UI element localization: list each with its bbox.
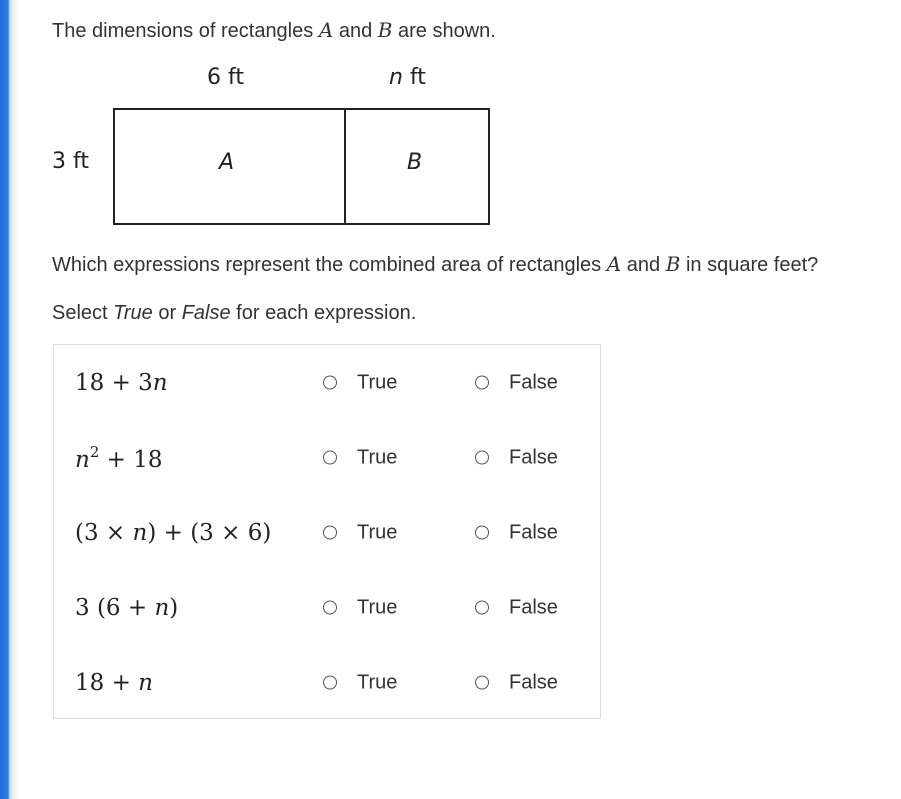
true-option[interactable]: [323, 371, 397, 394]
expr-var: n: [154, 594, 170, 621]
radio-circle-icon[interactable]: [475, 676, 489, 690]
table-row: [54, 645, 602, 720]
expression: [75, 520, 271, 546]
expression: [75, 370, 168, 396]
true-label: True: [357, 596, 398, 618]
dim-label-6ft: 6 ft: [207, 65, 244, 90]
radio-circle-icon[interactable]: [323, 676, 337, 690]
radio-circle-icon[interactable]: [475, 376, 489, 390]
intro-prefix: The dimensions of rectangles: [52, 20, 319, 42]
instructions-false-word: False: [181, 302, 231, 324]
dim-label-nft: [389, 65, 426, 90]
left-accent-bar: [0, 0, 20, 799]
instructions-suffix: for each expression.: [230, 302, 417, 324]
radio-circle-icon[interactable]: [475, 451, 489, 465]
question-text: [52, 252, 818, 277]
intro-mid: and: [333, 20, 378, 42]
question-var-a: A: [606, 252, 622, 276]
false-option[interactable]: [475, 596, 558, 619]
expr-part: (3 ×: [75, 519, 133, 546]
expression: [75, 443, 163, 473]
expr-part: ) + (3 × 6): [147, 519, 272, 546]
instructions-prefix: Select: [52, 302, 114, 324]
radio-circle-icon[interactable]: [323, 376, 337, 390]
expr-var: n: [132, 519, 148, 546]
instructions-mid: or: [152, 302, 182, 324]
expr-var: n: [152, 369, 168, 396]
instructions-true-word: True: [113, 302, 153, 324]
intro-var-b: B: [377, 18, 393, 42]
expr-part: 18 +: [75, 669, 139, 696]
expr-var: n: [138, 669, 153, 696]
true-label: True: [357, 671, 398, 693]
rectangle-a-label: A: [219, 150, 235, 175]
radio-circle-icon[interactable]: [323, 526, 337, 540]
expr-part: 3 (6 +: [75, 594, 155, 621]
false-label: False: [509, 596, 558, 618]
dim-label-3ft: 3 ft: [52, 149, 89, 174]
false-label: False: [509, 521, 558, 543]
expr-part: + 18: [99, 446, 163, 473]
question-prefix: Which expressions represent the combined area of rectangles: [52, 254, 607, 276]
true-option[interactable]: [323, 446, 397, 469]
true-label: True: [357, 521, 398, 543]
false-option[interactable]: [475, 521, 558, 544]
dim-label-unit: ft: [402, 65, 426, 90]
false-option[interactable]: [475, 446, 558, 469]
true-label: True: [357, 446, 398, 468]
question-var-b: B: [665, 252, 681, 276]
radio-circle-icon[interactable]: [323, 451, 337, 465]
table-row: [54, 345, 602, 420]
expression: [75, 670, 153, 696]
radio-circle-icon[interactable]: [475, 601, 489, 615]
dim-label-n: n: [389, 65, 403, 90]
table-row: [54, 495, 602, 570]
table-row: [54, 420, 602, 495]
true-label: True: [357, 371, 398, 393]
radio-circle-icon[interactable]: [323, 601, 337, 615]
true-option[interactable]: [323, 521, 397, 544]
expression: [75, 595, 178, 621]
rectangle-b-label: B: [407, 150, 423, 175]
true-option[interactable]: [323, 596, 397, 619]
intro-text: [52, 18, 496, 43]
intro-var-a: A: [318, 18, 334, 42]
false-option[interactable]: [475, 671, 558, 694]
question-mid: and: [621, 254, 666, 276]
expr-var: n: [75, 446, 90, 473]
intro-suffix: are shown.: [392, 20, 496, 42]
false-option[interactable]: [475, 371, 558, 394]
question-suffix: in square feet?: [680, 254, 819, 276]
rectangles-figure: [40, 60, 510, 235]
expr-exponent: 2: [89, 442, 100, 461]
true-false-table: [53, 344, 601, 719]
false-label: False: [509, 371, 558, 393]
expr-part: ): [169, 594, 179, 621]
instructions-text: [52, 302, 416, 325]
true-option[interactable]: [323, 671, 397, 694]
false-label: False: [509, 671, 558, 693]
false-label: False: [509, 446, 558, 468]
expr-part: 18 + 3: [75, 369, 153, 396]
radio-circle-icon[interactable]: [475, 526, 489, 540]
table-row: [54, 570, 602, 645]
